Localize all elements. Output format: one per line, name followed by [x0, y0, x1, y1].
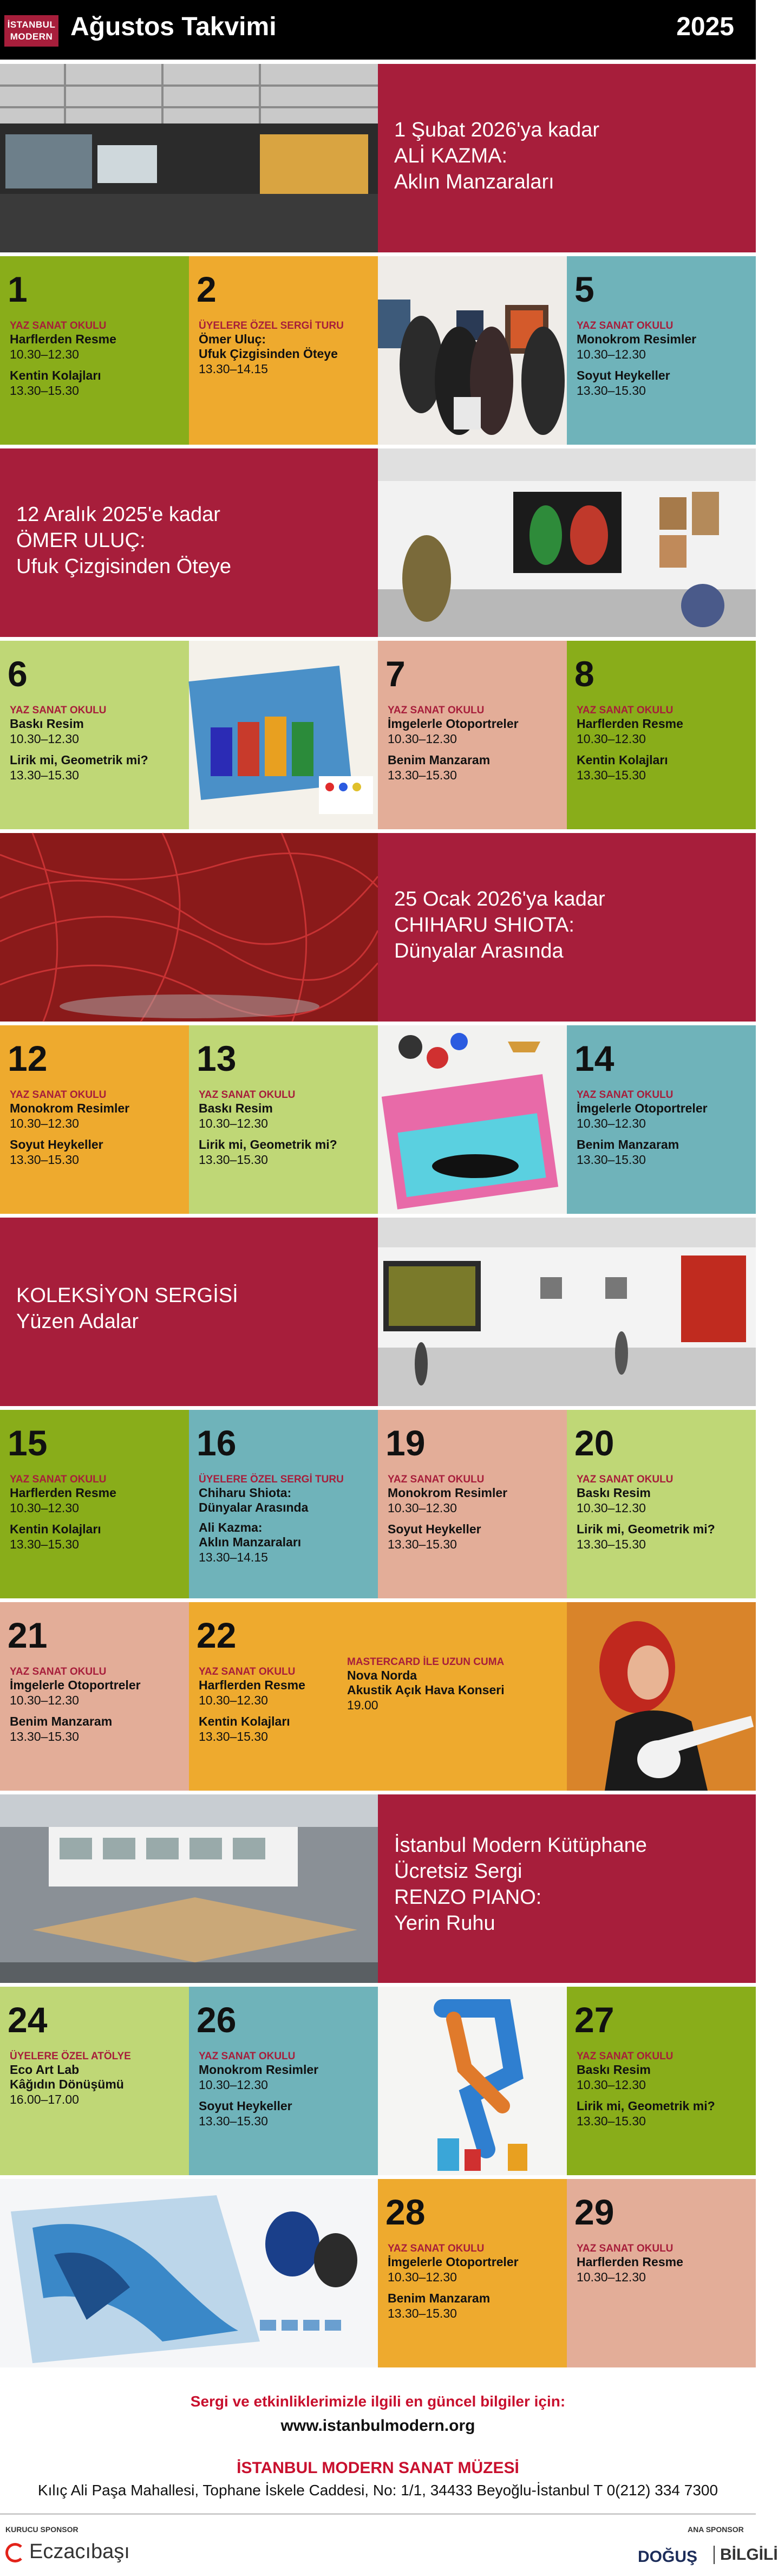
day-cell-12[interactable]	[0, 1025, 189, 1214]
koleksiyon-title: Yüzen Adalar	[16, 1310, 139, 1333]
event-category: YAZ SANAT OKULU	[10, 1666, 107, 1677]
day-cell-26[interactable]	[189, 1987, 378, 2175]
eczacibasi-logo[interactable]	[5, 2540, 130, 2564]
event-category: YAZ SANAT OKULU	[199, 1089, 296, 1101]
event-category: YAZ SANAT OKULU	[10, 320, 107, 331]
event-title: Harflerden Resme	[577, 2255, 683, 2269]
gallery-photo-uluc	[378, 448, 756, 637]
event-time: 13.30–15.30	[10, 1729, 79, 1744]
day-number: 19	[385, 1423, 426, 1463]
event-title: Lirik mi, Geometrik mi?	[577, 1522, 715, 1536]
day-cell-21[interactable]	[0, 1602, 189, 1791]
event-title: Baskı Resim	[199, 1101, 273, 1115]
day-number: 28	[385, 2192, 426, 2232]
event-time: 13.30–15.30	[388, 768, 457, 782]
event-time: 10.30–12.30	[10, 732, 79, 746]
submarine-painting-photo	[378, 1025, 567, 1214]
exhibition-uluc[interactable]	[0, 448, 378, 637]
event-time: 13.30–14.15	[199, 362, 268, 376]
event-title: Benim Manzaram	[388, 753, 491, 767]
dogus-logo[interactable]: DOĞUŞ	[638, 2548, 698, 2566]
event-title: İmgelerle Otoportreler	[388, 2255, 519, 2269]
museum-address: Kılıç Ali Paşa Mahallesi, Tophane İskele Caddesi, No: 1/1, 34433 Beyoğlu-İstanbul T 0(212) 334 7300	[37, 2482, 718, 2499]
event-time: 13.30–15.30	[577, 1153, 646, 1167]
shiota-date: 25 Ocak 2026'ya kadar	[394, 888, 605, 910]
day-number: 24	[8, 2000, 48, 2040]
website-link[interactable]: www.istanbulmodern.org	[280, 2417, 475, 2435]
event-category: YAZ SANAT OKULU	[577, 1089, 674, 1101]
event-time: 13.30–15.30	[199, 1729, 268, 1744]
day-number: 26	[197, 2000, 237, 2040]
day-cell-7[interactable]	[378, 641, 567, 829]
event-time: 16.00–17.00	[10, 2092, 79, 2106]
event-time: 10.30–12.30	[577, 2078, 646, 2092]
event-subtitle: Kâğıdın Dönüşümü	[10, 2077, 124, 2091]
blue-painting-photo	[0, 2179, 378, 2367]
eczacibasi-mark-icon	[5, 2543, 25, 2562]
event-time: 13.30–15.30	[10, 1153, 79, 1167]
page-year: 2025	[676, 12, 734, 41]
bilgili-logo[interactable]: BİLGİLİ	[714, 2546, 778, 2564]
logo-line1: İSTANBUL	[7, 19, 56, 30]
concert-title: Akustik Açık Hava Konseri	[347, 1683, 505, 1697]
tube-sculpture-photo	[378, 1987, 567, 2175]
event-category: YAZ SANAT OKULU	[10, 705, 107, 716]
event-time: 10.30–12.30	[199, 1116, 268, 1130]
event-time: 10.30–12.30	[577, 347, 646, 361]
event-time: 10.30–12.30	[199, 2078, 268, 2092]
day-cell-6[interactable]	[0, 641, 189, 829]
event-time: 10.30–12.30	[388, 1501, 457, 1515]
event-time: 10.30–12.30	[199, 1693, 268, 1707]
event-title: Lirik mi, Geometrik mi?	[199, 1137, 337, 1152]
event-category: YAZ SANAT OKULU	[388, 705, 485, 716]
event-time: 10.30–12.30	[10, 1501, 79, 1515]
museum-name: İSTANBUL MODERN SANAT MÜZESİ	[237, 2459, 519, 2477]
uluc-artist: ÖMER ULUÇ:	[16, 529, 146, 552]
event-category: ÜYELERE ÖZEL SERGİ TURU	[199, 320, 344, 331]
concert-time: 19.00	[347, 1698, 378, 1712]
gallery-visitors-photo	[378, 256, 567, 445]
event-title: Harflerden Resme	[199, 1678, 305, 1692]
event-category: YAZ SANAT OKULU	[577, 2243, 674, 2254]
day-number: 5	[574, 269, 594, 309]
day-cell-29[interactable]	[567, 2179, 756, 2367]
day-cell-19[interactable]	[378, 1410, 567, 1598]
event-title: Lirik mi, Geometrik mi?	[10, 753, 148, 767]
event-title: Kentin Kolajları	[10, 1522, 101, 1536]
event-title: Kentin Kolajları	[577, 753, 668, 767]
day-cell-20[interactable]	[567, 1410, 756, 1598]
event-time: 10.30–12.30	[10, 1693, 79, 1707]
day-cell-27[interactable]	[567, 1987, 756, 2175]
exhibition-piano[interactable]	[378, 1794, 756, 1983]
event-category: YAZ SANAT OKULU	[10, 1474, 107, 1485]
day-number: 2	[197, 269, 217, 309]
event-time: 13.30–15.30	[388, 2306, 457, 2320]
exhibition-kazma[interactable]	[378, 64, 756, 252]
day-cell-24[interactable]	[0, 1987, 189, 2175]
piano-free: Ücretsiz Sergi	[394, 1860, 522, 1883]
logo-line2: MODERN	[10, 31, 53, 42]
event-title: Eco Art Lab	[10, 2063, 80, 2077]
children-drawing-photo	[189, 641, 378, 829]
event-title: Lirik mi, Geometrik mi?	[577, 2099, 715, 2113]
event-title: Kentin Kolajları	[10, 368, 101, 382]
event-title: Soyut Heykeller	[10, 1137, 103, 1152]
uluc-title: Ufuk Çizgisinden Öteye	[16, 555, 232, 578]
page-title: Ağustos Takvimi	[70, 12, 277, 41]
event-time: 10.30–12.30	[577, 1116, 646, 1130]
header	[0, 0, 756, 60]
event-title: Monokrom Resimler	[10, 1101, 130, 1115]
event-time: 10.30–12.30	[577, 732, 646, 746]
concert-artist: Nova Norda	[347, 1668, 417, 1682]
event-title: Baskı Resim	[577, 1486, 651, 1500]
event-time: 13.30–15.30	[199, 2114, 268, 2128]
event-time: 10.30–12.30	[10, 1116, 79, 1130]
exhibition-koleksiyon[interactable]	[0, 1218, 378, 1406]
day-number: 15	[8, 1423, 48, 1463]
event-title: İmgelerle Otoportreler	[10, 1678, 141, 1692]
event-title: Soyut Heykeller	[577, 368, 670, 382]
event-time: 13.30–15.30	[10, 1537, 79, 1551]
eczacibasi-name: Eczacıbaşı	[29, 2540, 130, 2563]
event-time: 13.30–15.30	[577, 1537, 646, 1551]
event-title: Monokrom Resimler	[577, 332, 697, 346]
gallery-photo-koleksiyon	[378, 1218, 756, 1406]
event-title: Harflerden Resme	[10, 1486, 116, 1500]
kazma-artist: ALİ KAZMA:	[394, 145, 508, 167]
day-number: 13	[197, 1038, 237, 1078]
event-time: 10.30–12.30	[10, 347, 79, 361]
shiota-title: Dünyalar Arasında	[394, 940, 564, 962]
event-time: 13.30–15.30	[388, 1537, 457, 1551]
event-category: YAZ SANAT OKULU	[199, 2051, 296, 2062]
event-title: Harflerden Resme	[577, 717, 683, 731]
event-title: Benim Manzaram	[577, 1137, 679, 1152]
uluc-date: 12 Aralık 2025'e kadar	[16, 503, 220, 526]
event-category: ÜYELERE ÖZEL ATÖLYE	[10, 2051, 131, 2062]
event-title: Soyut Heykeller	[199, 2099, 292, 2113]
event-time: 10.30–12.30	[388, 732, 457, 746]
day-number: 8	[574, 654, 594, 694]
event-time: 13.30–15.30	[10, 383, 79, 398]
musician-photo	[567, 1602, 756, 1791]
day-cell-16[interactable]	[189, 1410, 378, 1598]
shiota-artist: CHIHARU SHIOTA:	[394, 914, 574, 936]
event-time: 13.30–15.30	[577, 768, 646, 782]
kazma-date: 1 Şubat 2026'ya kadar	[394, 119, 600, 141]
event-title: Harflerden Resme	[10, 332, 116, 346]
red-thread-installation-photo	[0, 833, 378, 1022]
main-sponsor-label: ANA SPONSOR	[688, 2525, 744, 2534]
event-time: 10.30–12.30	[577, 2270, 646, 2284]
day-number: 21	[8, 1615, 48, 1655]
exhibition-shiota[interactable]	[378, 833, 756, 1022]
event-title: Ali Kazma:	[199, 1520, 263, 1534]
day-number: 7	[385, 654, 406, 694]
day-number: 29	[574, 2192, 614, 2232]
event-category: YAZ SANAT OKULU	[577, 2051, 674, 2062]
event-time: 13.30–14.15	[199, 1550, 268, 1564]
day-cell-1[interactable]	[0, 256, 189, 445]
event-title: İmgelerle Otoportreler	[388, 717, 519, 731]
event-title: İmgelerle Otoportreler	[577, 1101, 708, 1115]
event-subtitle: Dünyalar Arasında	[199, 1500, 309, 1514]
event-category: YAZ SANAT OKULU	[577, 320, 674, 331]
event-time: 10.30–12.30	[577, 1501, 646, 1515]
event-title: Monokrom Resimler	[388, 1486, 508, 1500]
day-cell-2[interactable]	[189, 256, 378, 445]
event-title: Soyut Heykeller	[388, 1522, 481, 1536]
event-category-uzun-cuma: MASTERCARD İLE UZUN CUMA	[347, 1656, 505, 1668]
day-number: 22	[197, 1615, 237, 1655]
day-cell-28[interactable]	[378, 2179, 567, 2367]
event-time: 13.30–15.30	[199, 1153, 268, 1167]
founding-sponsor-label: KURUCU SPONSOR	[5, 2525, 79, 2534]
event-title: Benim Manzaram	[10, 1714, 113, 1728]
day-number: 20	[574, 1423, 614, 1463]
event-title: Benim Manzaram	[388, 2291, 491, 2305]
event-title: Baskı Resim	[577, 2063, 651, 2077]
day-number: 16	[197, 1423, 237, 1463]
day-number: 1	[8, 269, 28, 309]
event-category: YAZ SANAT OKULU	[577, 1474, 674, 1485]
event-time: 13.30–15.30	[577, 383, 646, 398]
event-category: YAZ SANAT OKULU	[199, 1666, 296, 1677]
day-cell-5[interactable]	[567, 256, 756, 445]
museum-logo[interactable]	[4, 15, 58, 47]
event-subtitle: Aklın Manzaraları	[199, 1535, 302, 1549]
koleksiyon-label: KOLEKSİYON SERGİSİ	[16, 1284, 238, 1307]
gallery-photo-kazma	[0, 64, 378, 252]
day-number: 27	[574, 2000, 614, 2040]
piano-location: İstanbul Modern Kütüphane	[394, 1834, 647, 1857]
event-time: 13.30–15.30	[10, 768, 79, 782]
piano-artist: RENZO PIANO:	[394, 1886, 542, 1909]
day-cell-14[interactable]	[567, 1025, 756, 1214]
day-cell-8[interactable]	[567, 641, 756, 829]
day-cell-13[interactable]	[189, 1025, 378, 1214]
day-number: 12	[8, 1038, 48, 1078]
event-category: YAZ SANAT OKULU	[577, 705, 674, 716]
day-number: 6	[8, 654, 28, 694]
piano-title: Yerin Ruhu	[394, 1912, 495, 1935]
footer-divider	[0, 2513, 756, 2515]
event-title: Monokrom Resimler	[199, 2063, 319, 2077]
event-time: 13.30–15.30	[577, 2114, 646, 2128]
info-text: Sergi ve etkinliklerimizle ilgili en güncel bilgiler için:	[190, 2393, 566, 2410]
kazma-title: Aklın Manzaraları	[394, 171, 554, 193]
event-title: Baskı Resim	[10, 717, 84, 731]
event-category: YAZ SANAT OKULU	[388, 1474, 485, 1485]
day-cell-15[interactable]	[0, 1410, 189, 1598]
event-title: Kentin Kolajları	[199, 1714, 290, 1728]
day-number: 14	[574, 1038, 614, 1078]
event-time: 10.30–12.30	[388, 2270, 457, 2284]
day-cell-22[interactable]	[189, 1602, 567, 1791]
event-category: ÜYELERE ÖZEL SERGİ TURU	[199, 1474, 344, 1485]
event-category: YAZ SANAT OKULU	[10, 1089, 107, 1101]
event-category: YAZ SANAT OKULU	[388, 2243, 485, 2254]
event-title: Ömer Uluç:	[199, 332, 266, 346]
event-subtitle: Ufuk Çizgisinden Öteye	[199, 347, 338, 361]
library-exhibition-photo	[0, 1794, 378, 1983]
event-title: Chiharu Shiota:	[199, 1486, 292, 1500]
